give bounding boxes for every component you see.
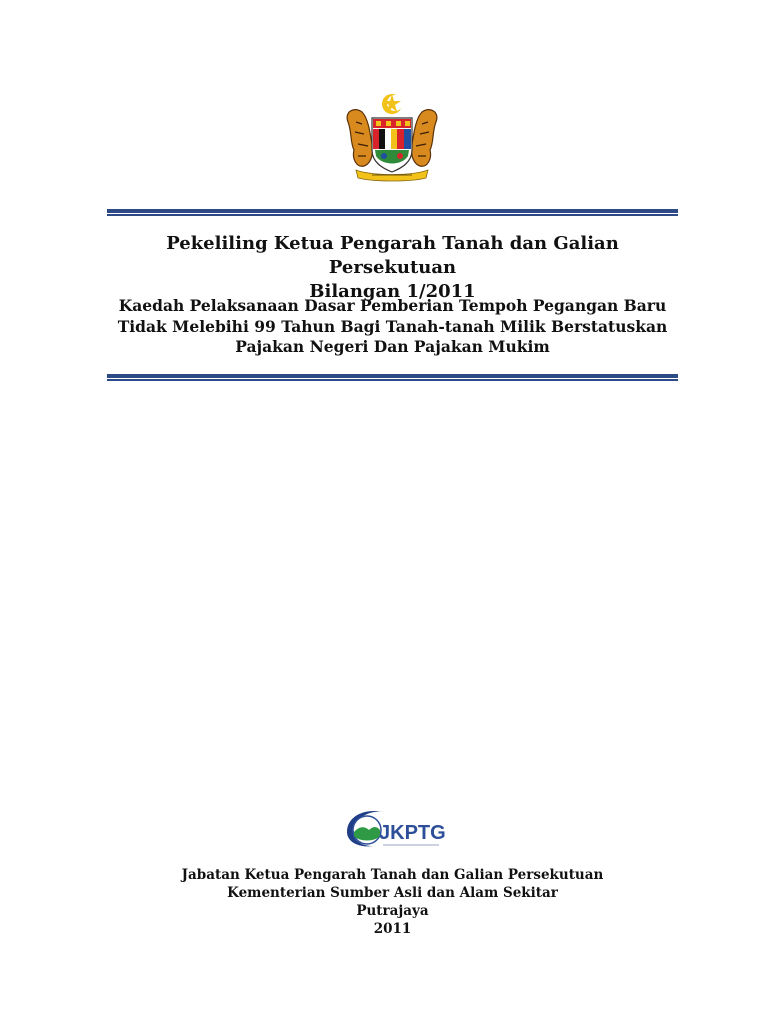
subtitle-line: Kaedah Pelaksanaan Dasar Pemberian Tempoh Pegangan Baru <box>118 296 667 315</box>
document-title <box>107 232 678 304</box>
top-divider <box>107 209 678 217</box>
footer-line: Jabatan Ketua Pengarah Tanah dan Galian Persekutuan <box>181 867 604 883</box>
logo-text: JKPTG <box>379 822 446 844</box>
document-subtitle <box>107 296 678 358</box>
title-line: Pekeliling Ketua Pengarah Tanah dan Galian Persekutuan <box>166 233 619 278</box>
jkptg-logo-icon <box>343 806 447 850</box>
malaysia-coat-of-arms-icon <box>342 92 442 182</box>
issuer-block <box>107 866 678 938</box>
title-line: Bilangan 1/2011 <box>309 281 476 302</box>
bottom-divider <box>107 374 678 382</box>
footer-line: Kementerian Sumber Asli dan Alam Sekitar <box>227 885 558 901</box>
footer-line: 2011 <box>373 921 412 937</box>
footer-line: Putrajaya <box>356 903 429 919</box>
subtitle-line: Pajakan Negeri Dan Pajakan Mukim <box>235 337 550 356</box>
subtitle-line: Tidak Melebihi 99 Tahun Bagi Tanah-tanah Milik Berstatuskan <box>117 316 668 336</box>
jkptg-logo <box>343 806 447 850</box>
